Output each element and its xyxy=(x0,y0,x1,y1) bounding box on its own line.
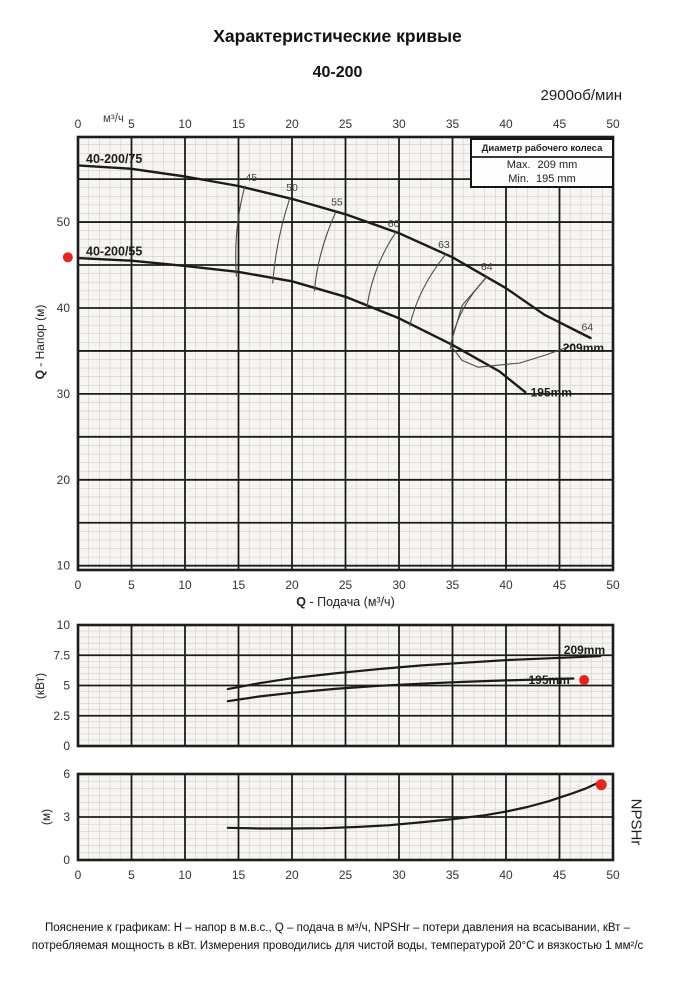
main-tick-label: 5 xyxy=(128,117,135,131)
legend-max-value: 209 mm xyxy=(537,159,578,171)
power-axis-label: (кВт) xyxy=(33,672,47,700)
legend-min-label: Min. xyxy=(508,173,530,185)
npsh-tick-label: 3 xyxy=(63,810,70,824)
main-tick-label: 45 xyxy=(552,578,567,592)
main-tick-label: 40 xyxy=(499,117,513,131)
main-annotation: 195mm xyxy=(530,385,572,400)
power-tick-label: 5 xyxy=(63,678,70,693)
main-annotation: 40-200/75 xyxy=(86,151,143,166)
main-annotation: 209mm xyxy=(562,340,605,355)
main-annotation: 50 xyxy=(286,182,298,195)
main-tick-label: 35 xyxy=(445,578,460,592)
main-tick-label: 35 xyxy=(445,117,460,131)
main-tick-label: 40 xyxy=(56,300,70,315)
npsh-tick-label: 10 xyxy=(178,868,192,882)
red-marker-dot xyxy=(596,779,607,790)
power-tick-label: 0 xyxy=(63,739,70,753)
main-tick-label: 30 xyxy=(392,117,406,131)
main-tick-label: 25 xyxy=(338,578,353,592)
red-marker-dot xyxy=(579,675,589,685)
main-tick-label: 30 xyxy=(392,578,406,592)
legend-title: Диаметр рабочего колеса xyxy=(472,140,612,158)
main-tick-label: 20 xyxy=(285,117,299,131)
red-marker-dot xyxy=(63,252,73,262)
npsh-tick-label: 35 xyxy=(445,868,460,882)
footer-note: Пояснение к графикам: Н – напор в м.в.с., Q – подача в м³/ч, NPSHr – потери давления на всасывании, кВт – потребляемая мощность в кВт. Измерения проводились для чистой воды, температурой 20°С и вязкостью 1 мм²/с xyxy=(31,922,644,952)
npsh-tick-label: 30 xyxy=(392,868,406,882)
power-annotation: 209mm xyxy=(563,643,606,658)
power-tick-label: 10 xyxy=(56,618,70,632)
main-annotation: 40-200/55 xyxy=(86,244,143,259)
flow-axis-label: Q - Подача (м³/ч) xyxy=(296,595,395,609)
main-tick-label: 30 xyxy=(56,386,70,401)
main-tick-label: 10 xyxy=(178,578,192,592)
main-tick-label: 20 xyxy=(285,578,299,592)
npsh-tick-label: 5 xyxy=(128,868,135,882)
main-tick-label: 15 xyxy=(231,117,246,131)
main-annotation: м³/ч xyxy=(103,113,124,125)
npsh-tick-label: 25 xyxy=(338,868,353,882)
legend-box xyxy=(470,138,614,188)
main-tick-label: 25 xyxy=(338,117,353,131)
speed-label: 2900об/мин xyxy=(540,87,622,104)
legend-min-value: 195 mm xyxy=(536,173,576,185)
main-tick-label: 50 xyxy=(56,215,70,230)
power-tick-label: 7.5 xyxy=(53,648,70,663)
npsh-tick-label: 0 xyxy=(74,868,82,882)
main-tick-label: 5 xyxy=(128,578,135,592)
main-annotation: 55 xyxy=(331,196,343,209)
legend-row-max xyxy=(472,158,612,172)
main-tick-label: 40 xyxy=(499,578,513,592)
main-tick-label: 50 xyxy=(606,578,620,592)
main-tick-label: 0 xyxy=(74,117,82,131)
main-tick-label: 15 xyxy=(231,578,246,592)
legend-max-label: Max. xyxy=(506,159,531,171)
npsh-axis-label: NPSHr xyxy=(627,798,645,846)
npsh-tick-label: 40 xyxy=(499,868,513,882)
main-tick-label: 0 xyxy=(74,578,82,592)
page-title: Характеристические кривые xyxy=(213,26,462,46)
npsh-unit-label: (м) xyxy=(39,808,53,826)
npsh-tick-label: 50 xyxy=(606,868,620,882)
main-annotation: 64 xyxy=(581,321,594,334)
power-tick-label: 2.5 xyxy=(53,708,70,723)
main-tick-label: 10 xyxy=(56,558,70,573)
npsh-tick-label: 15 xyxy=(231,868,246,882)
main-tick-label: 20 xyxy=(56,472,70,487)
main-tick-label: 45 xyxy=(552,117,567,131)
main-tick-label: 50 xyxy=(606,117,620,131)
power-annotation: 195mm xyxy=(528,673,570,688)
head-axis-label: Q - Напор (м) xyxy=(33,304,47,380)
main-annotation: 60 xyxy=(387,218,400,231)
legend-row-min xyxy=(472,172,612,186)
model-title: 40-200 xyxy=(312,64,363,81)
npsh-tick-label: 0 xyxy=(63,853,70,867)
npsh-tick-label: 45 xyxy=(552,868,567,882)
main-tick-label: 10 xyxy=(178,117,192,131)
main-annotation: 63 xyxy=(438,238,450,251)
npsh-tick-label: 6 xyxy=(63,767,70,781)
npsh-tick-label: 20 xyxy=(285,868,299,882)
main-annotation: 45 xyxy=(245,171,258,184)
main-annotation: 64 xyxy=(480,261,493,274)
